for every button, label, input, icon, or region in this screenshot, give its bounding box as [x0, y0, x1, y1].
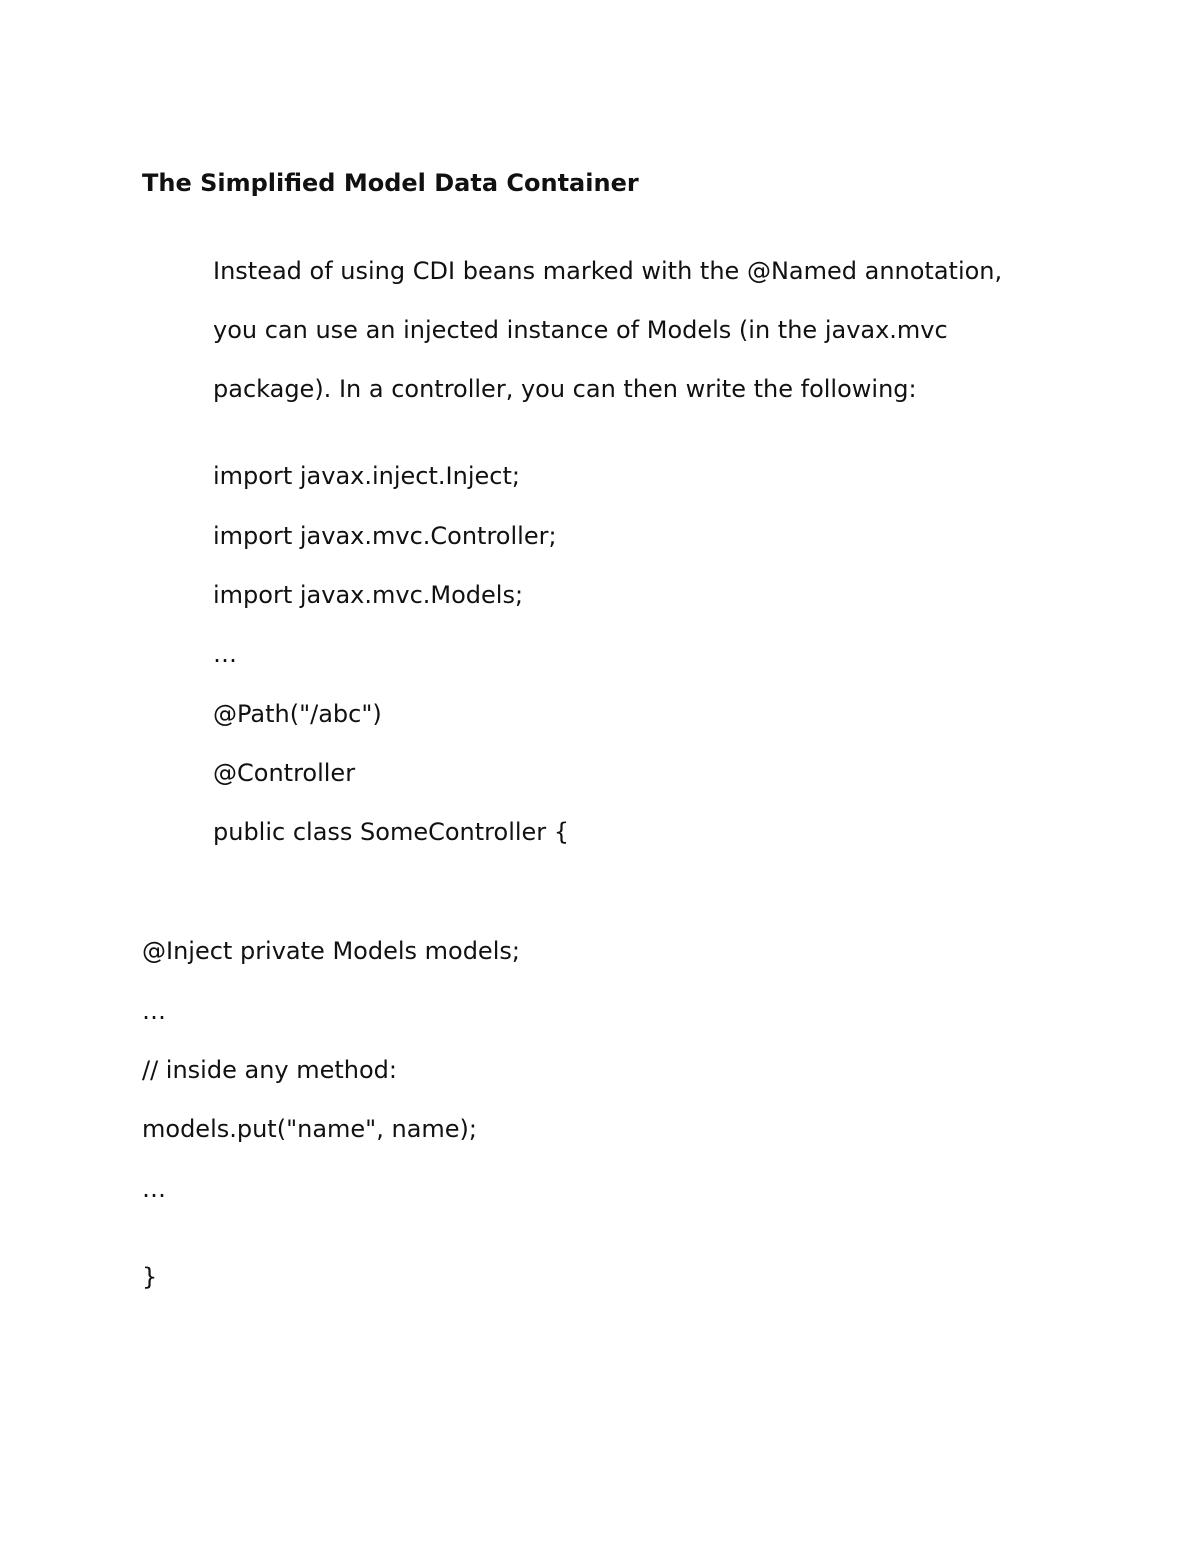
code-line-ellipsis-2: …	[142, 997, 166, 1025]
paragraph-line-1: Instead of using CDI beans marked with the @Named annotation,	[213, 257, 1003, 285]
code-line-class-declaration: public class SomeController {	[213, 818, 570, 846]
code-line-controller-annotation: @Controller	[213, 759, 356, 787]
code-line-import-models: import javax.mvc.Models;	[213, 581, 524, 609]
code-line-import-inject: import javax.inject.Inject;	[213, 462, 520, 490]
code-line-import-controller: import javax.mvc.Controller;	[213, 522, 557, 550]
paragraph-line-2: you can use an injected instance of Models (in the javax.mvc	[213, 316, 948, 344]
code-line-ellipsis-1: …	[213, 640, 237, 668]
section-title: The Simplified Model Data Container	[142, 169, 639, 197]
code-line-path-annotation: @Path("/abc")	[213, 700, 382, 728]
code-line-models-put: models.put("name", name);	[142, 1115, 477, 1143]
code-line-closing-brace: }	[142, 1263, 158, 1291]
code-line-inject-models: @Inject private Models models;	[142, 937, 520, 965]
code-line-comment: // inside any method:	[142, 1056, 397, 1084]
paragraph-line-3: package). In a controller, you can then write the following:	[213, 375, 917, 403]
code-line-ellipsis-3: …	[142, 1175, 166, 1203]
